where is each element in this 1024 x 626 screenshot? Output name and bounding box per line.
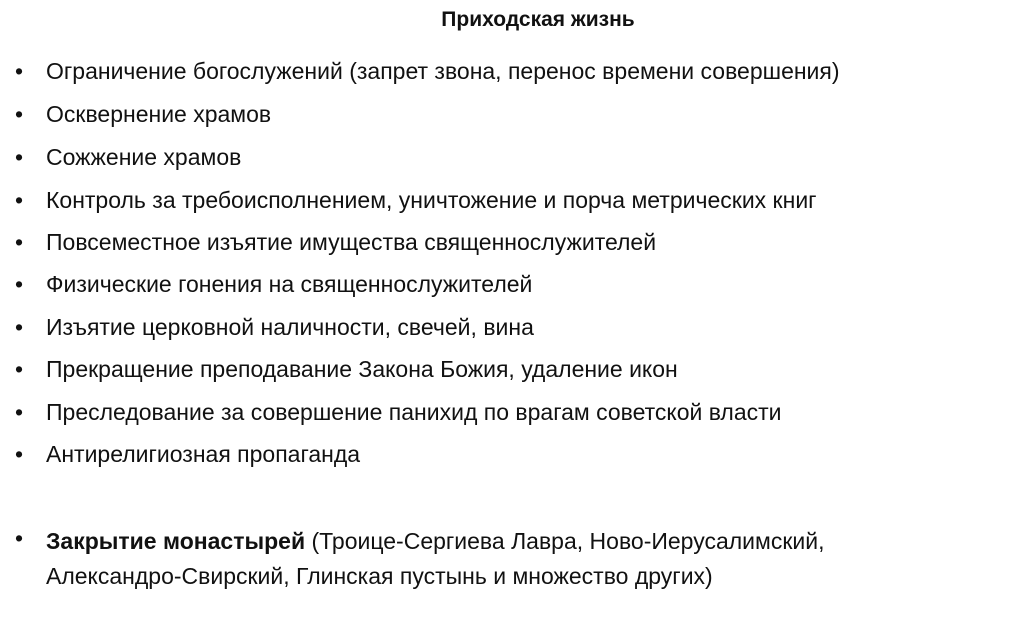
bullet-icon: • bbox=[14, 187, 24, 213]
bullet-icon: • bbox=[14, 271, 24, 297]
bullet-icon: • bbox=[14, 314, 24, 340]
slide-title: Приходская жизнь bbox=[441, 8, 635, 31]
list-item-text: Сожжение храмов bbox=[46, 144, 242, 170]
bullet-icon: • bbox=[14, 229, 24, 255]
list-item-text: Преследование за совершение панихид по врагам советской власти bbox=[46, 399, 782, 425]
bullet-icon: • bbox=[14, 525, 24, 551]
bullet-icon: • bbox=[14, 101, 24, 127]
detail-text: (Троице-Сергиева Лавра, Ново-Иерусалимский, Александро-Свирский, Глинская пустынь и множество других) bbox=[46, 528, 825, 589]
list-item-text: Прекращение преподавание Закона Божия, удаление икон bbox=[46, 356, 678, 382]
list-item-text: Антирелигиозная пропаганда bbox=[46, 441, 361, 467]
list-item-text: Изъятие церковной наличности, свечей, вина bbox=[46, 314, 534, 340]
list-item-text: Ограничение богослужений (запрет звона, перенос времени совершения) bbox=[46, 58, 840, 84]
bullet-icon: • bbox=[14, 441, 24, 467]
bullet-icon: • bbox=[14, 58, 24, 84]
emphasis-text: Закрытие монастырей bbox=[46, 528, 306, 554]
bullet-icon: • bbox=[14, 144, 24, 170]
list-item-text: Осквернение храмов bbox=[46, 101, 272, 127]
list-item-text: Физические гонения на священнослужителей bbox=[46, 271, 533, 297]
list-item-text: Контроль за требоисполнением, уничтожение и порча метрических книг bbox=[46, 187, 817, 213]
list-item-text: Повсеместное изъятие имущества священнослужителей bbox=[46, 229, 657, 255]
bullet-icon: • bbox=[14, 356, 24, 382]
bullet-icon: • bbox=[14, 399, 24, 425]
list-item-text bbox=[46, 524, 951, 594]
